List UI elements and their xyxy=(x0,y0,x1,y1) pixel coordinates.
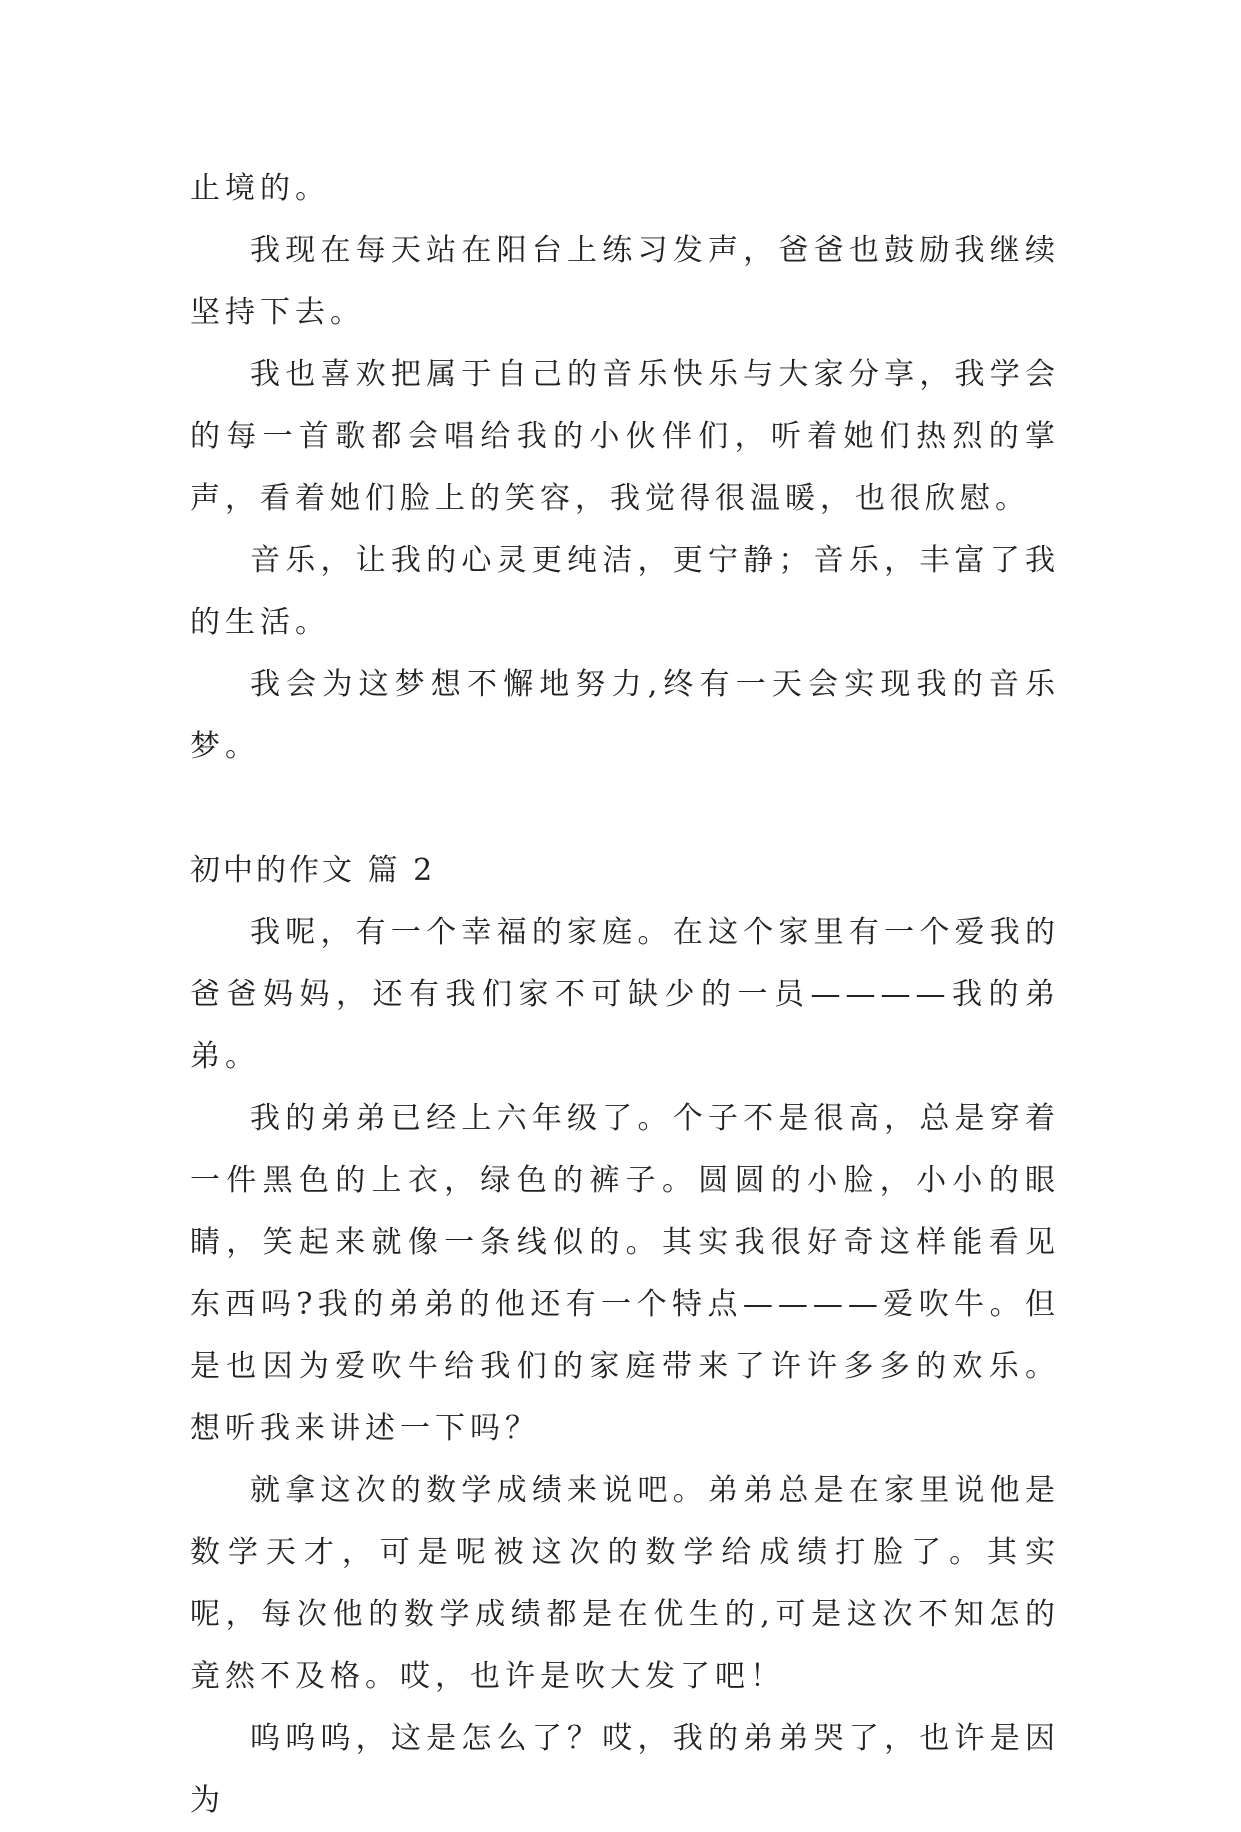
paragraph-practice: 我现在每天站在阳台上练习发声，爸爸也鼓励我继续坚持下去。 xyxy=(190,233,1060,330)
paragraph-continuation: 止境的。 xyxy=(190,171,330,206)
document-body xyxy=(190,158,1060,1832)
paragraph-dream: 我会为这梦想不懈地努力,终有一天会实现我的音乐梦。 xyxy=(190,667,1060,764)
section-spacer xyxy=(190,778,1060,840)
paragraph-math-score: 就拿这次的数学成绩来说吧。弟弟总是在家里说他是数学天才，可是呢被这次的数学给成绩打脸了。其实呢，每次他的数学成绩都是在优生的,可是这次不知怎的竟然不及格。哎，也许是吹大发了吧！ xyxy=(190,1473,1060,1694)
section-title: 初中的作文 篇 2 xyxy=(190,853,436,888)
paragraph-crying: 呜呜呜，这是怎么了？哎，我的弟弟哭了，也许是因为 xyxy=(190,1721,1060,1818)
paragraph-brother: 我的弟弟已经上六年级了。个子不是很高，总是穿着一件黑色的上衣，绿色的裤子。圆圆的小脸，小小的眼睛，笑起来就像一条线似的。其实我很好奇这样能看见东西吗?我的弟弟的他还有一个特点————爱吹牛。但是也因为爱吹牛给我们的家庭带来了许许多多的欢乐。想听我来讲述一下吗？ xyxy=(190,1101,1060,1446)
paragraph-sharing: 我也喜欢把属于自己的音乐快乐与大家分享，我学会的每一首歌都会唱给我的小伙伴们，听着她们热烈的掌声，看着她们脸上的笑容，我觉得很温暖，也很欣慰。 xyxy=(190,357,1060,516)
paragraph-family: 我呢，有一个幸福的家庭。在这个家里有一个爱我的爸爸妈妈，还有我们家不可缺少的一员————我的弟弟。 xyxy=(190,915,1060,1074)
paragraph-music: 音乐，让我的心灵更纯洁，更宁静；音乐，丰富了我的生活。 xyxy=(190,543,1060,640)
